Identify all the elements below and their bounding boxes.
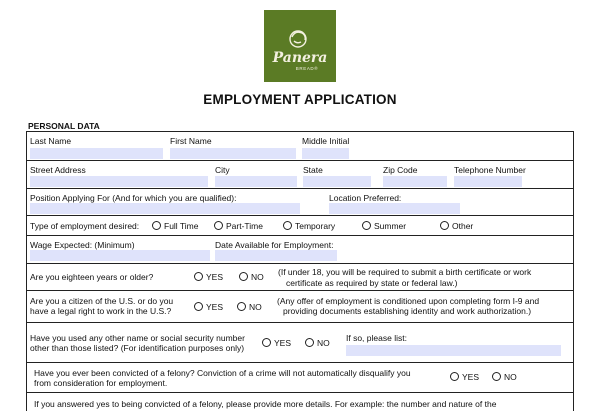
- state-label: State: [303, 165, 323, 175]
- date-available-label: Date Available for Employment:: [215, 240, 334, 250]
- panera-logo-graphic: [264, 10, 336, 82]
- age-yes-label: YES: [206, 272, 224, 282]
- age-note-line-1: (If under 18, you will be required to submit a birth certificate or work: [278, 267, 532, 277]
- summer-label: Summer: [374, 221, 407, 231]
- row-other-names: [26, 322, 574, 362]
- temporary-radio[interactable]: [283, 221, 292, 230]
- other-radio[interactable]: [440, 221, 449, 230]
- middle-initial-field[interactable]: [302, 148, 349, 159]
- row-name: [26, 131, 574, 160]
- other-names-yes-radio[interactable]: [262, 338, 271, 347]
- felony-question-line-1: Have you ever been convicted of a felony? Conviction of a crime will not automatically disqualify you: [34, 368, 411, 378]
- other-names-question-line-2: other than those listed? (For identification purposes only): [30, 343, 245, 353]
- part-time-radio[interactable]: [214, 221, 223, 230]
- logo-subtext: BREAD®: [295, 66, 319, 71]
- zip-code-field[interactable]: [383, 176, 447, 187]
- felony-question-line-2: from consideration for employment.: [34, 378, 168, 388]
- position-field[interactable]: [30, 203, 300, 214]
- first-name-field[interactable]: [170, 148, 296, 159]
- summer-radio[interactable]: [362, 221, 371, 230]
- row-age: [26, 263, 574, 290]
- citizenship-yes-label: YES: [206, 302, 224, 312]
- age-note-line-2: certificate as required by state or federal law.): [286, 278, 458, 288]
- felony-no-radio[interactable]: [492, 372, 501, 381]
- citizenship-question-line-2: have a legal right to work in the U.S.?: [30, 306, 172, 316]
- first-name-label: First Name: [170, 136, 212, 146]
- row-felony-details: [26, 392, 574, 411]
- citizenship-yes-radio[interactable]: [194, 302, 203, 311]
- location-field[interactable]: [329, 203, 460, 214]
- citizenship-no-label: NO: [249, 302, 262, 312]
- page-title: EMPLOYMENT APPLICATION: [203, 92, 397, 107]
- wage-label: Wage Expected: (Minimum): [30, 240, 135, 250]
- other-names-no-radio[interactable]: [305, 338, 314, 347]
- age-question: Are you eighteen years or older?: [30, 272, 154, 282]
- telephone-field[interactable]: [454, 176, 522, 187]
- age-no-label: NO: [251, 272, 264, 282]
- felony-yes-label: YES: [462, 372, 480, 382]
- position-label: Position Applying For (And for which you are qualified):: [30, 193, 237, 203]
- row-wage: [26, 235, 574, 263]
- citizenship-question-line-1: Are you a citizen of the U.S. or do you: [30, 296, 174, 306]
- age-yes-radio[interactable]: [194, 272, 203, 281]
- other-names-question-line-1: Have you used any other name or social security number: [30, 333, 245, 343]
- row-felony: [26, 362, 574, 392]
- logo-wordmark: Panera: [272, 50, 328, 66]
- other-names-no-label: NO: [317, 338, 330, 348]
- date-available-field[interactable]: [215, 250, 337, 261]
- other-names-yes-label: YES: [274, 338, 292, 348]
- panera-logo: [264, 10, 336, 82]
- citizenship-no-radio[interactable]: [237, 302, 246, 311]
- street-address-label: Street Address: [30, 165, 86, 175]
- row-address: [26, 160, 574, 188]
- telephone-label: Telephone Number: [454, 165, 526, 175]
- street-address-field[interactable]: [30, 176, 208, 187]
- felony-no-label: NO: [504, 372, 517, 382]
- part-time-label: Part-Time: [226, 221, 263, 231]
- middle-initial-label: Middle Initial: [302, 136, 350, 146]
- other-names-list-field[interactable]: [346, 345, 561, 356]
- employment-type-label: Type of employment desired:: [30, 221, 140, 231]
- wage-field[interactable]: [30, 250, 210, 261]
- citizenship-note-line-2: providing documents establishing identity and work authorization.): [283, 306, 532, 316]
- other-names-list-label: If so, please list:: [346, 333, 407, 343]
- full-time-label: Full Time: [164, 221, 199, 231]
- city-field[interactable]: [215, 176, 297, 187]
- last-name-field[interactable]: [30, 148, 163, 159]
- state-field[interactable]: [303, 176, 371, 187]
- row-employment-type: [26, 215, 574, 235]
- citizenship-note-line-1: (Any offer of employment is conditioned upon completing form I-9 and: [277, 296, 540, 306]
- other-label: Other: [452, 221, 474, 231]
- section-heading: PERSONAL DATA: [28, 121, 100, 131]
- row-position: [26, 188, 574, 215]
- location-label: Location Preferred:: [329, 193, 402, 203]
- zip-code-label: Zip Code: [383, 165, 418, 175]
- temporary-label: Temporary: [295, 221, 336, 231]
- age-no-radio[interactable]: [239, 272, 248, 281]
- full-time-radio[interactable]: [152, 221, 161, 230]
- city-label: City: [215, 165, 230, 175]
- felony-details-text: If you answered yes to being convicted of a felony, please provide more details. For example: the number and nature of the: [34, 399, 497, 409]
- row-citizenship: [26, 290, 574, 322]
- last-name-label: Last Name: [30, 136, 72, 146]
- felony-yes-radio[interactable]: [450, 372, 459, 381]
